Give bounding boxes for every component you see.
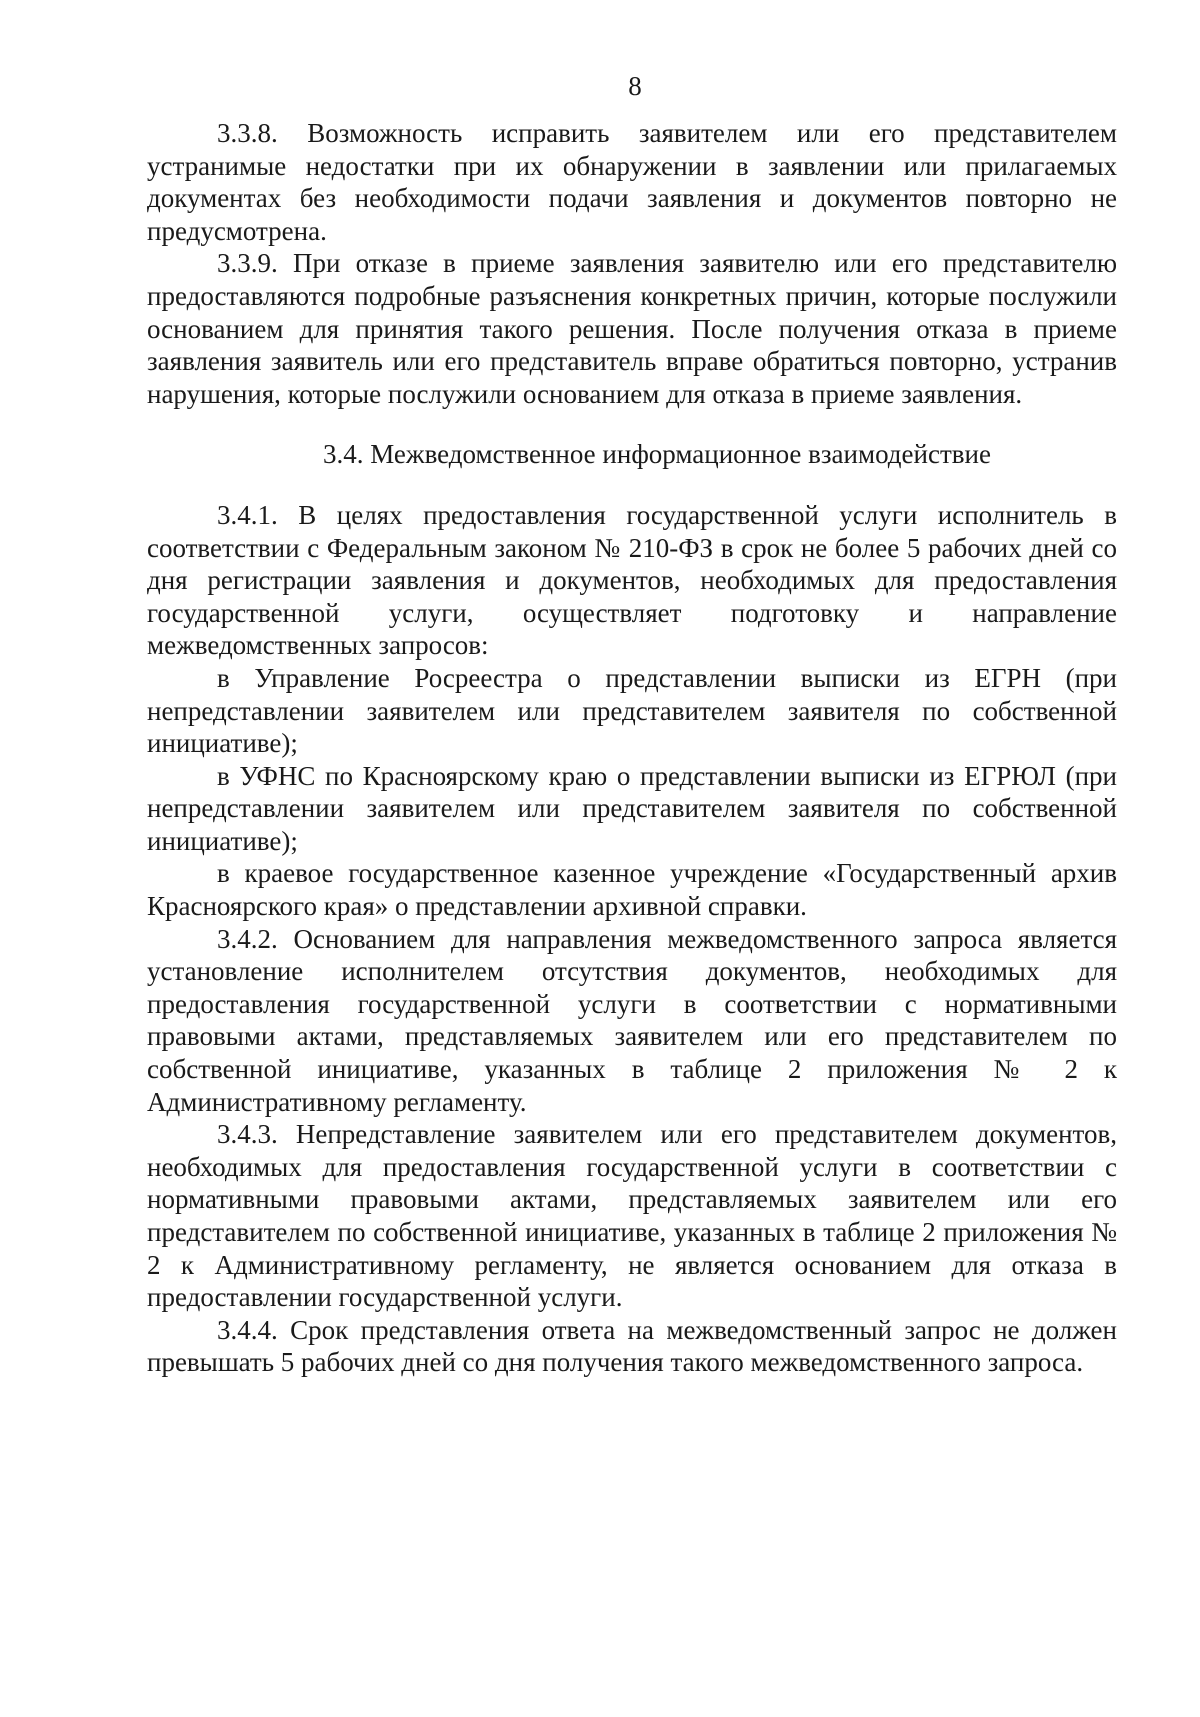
paragraph-3-3-8: 3.3.8. Возможность исправить заявителем или его представителем устранимые недостатки при их обнаружении в заявлении или прилагаемых документах без необходимости подачи заявления и документов повторно не предусмотрена. [147, 118, 1117, 246]
paragraph-3-4-2: 3.4.2. Основанием для направления межведомственного запроса является установление исполнителем отсутствия документов, необходимых для предоставления государственной услуги в соответствии с нормативными правовыми актами, представляемых заявителем или его представителем по собственной инициативе, указанных в таблице 2 приложения № 2 к Административному регламенту. [147, 923, 1117, 1117]
paragraph-3-4-1: 3.4.1. В целях предоставления государственной услуги исполнитель в соответствии с Федеральным законом № 210-ФЗ в срок не более 5 рабочих дней со дня регистрации заявления и документов, необходимых для предоставления государственной услуги, осуществляет подготовку и направление межведомственных запросов: [147, 499, 1117, 661]
paragraph-3-3-9: 3.3.9. При отказе в приеме заявления заявителю или его представителю предоставляются подробные разъяснения конкретных причин, которые послужили основанием для принятия такого решения. После получения отказа в приеме заявления заявитель или его представитель вправе обратиться повторно, устранив нарушения, которые послужили основанием для отказа в приеме заявления. [147, 248, 1117, 409]
list-item-ufns: в УФНС по Красноярскому краю о представлении выписки из ЕГРЮЛ (при непредставлении заявителем или представителем заявителя по собственной инициативе); [147, 760, 1117, 856]
list-item-rosreestr: в Управление Росреестра о представлении выписки из ЕГРН (при непредставлении заявителем или представителем заявителя по собственной инициативе); [147, 662, 1117, 759]
paragraph-3-4-3: 3.4.3. Непредставление заявителем или его представителем документов, необходимых для предоставления государственной услуги в соответствии с нормативными правовыми актами, представляемых заявителем или его представителем по собственной инициативе, указанных в таблице 2 приложения № 2 к Административному регламенту, не является основанием для отказа в предоставлении государственной услуги. [147, 1119, 1117, 1313]
list-item-archive: в краевое государственное казенное учреждение «Государственный архив Красноярского края» о представлении архивной справки. [147, 858, 1117, 922]
section-title: 3.4. Межведомственное информационное взаимодействие [323, 439, 991, 470]
document-body [147, 117, 1117, 1379]
page-number: 8 [628, 71, 642, 101]
paragraph-3-4-4: 3.4.4. Срок представления ответа на межведомственный запрос не должен превышать 5 рабочих дней со дня получения такого межведомственного запроса. [147, 1314, 1117, 1378]
